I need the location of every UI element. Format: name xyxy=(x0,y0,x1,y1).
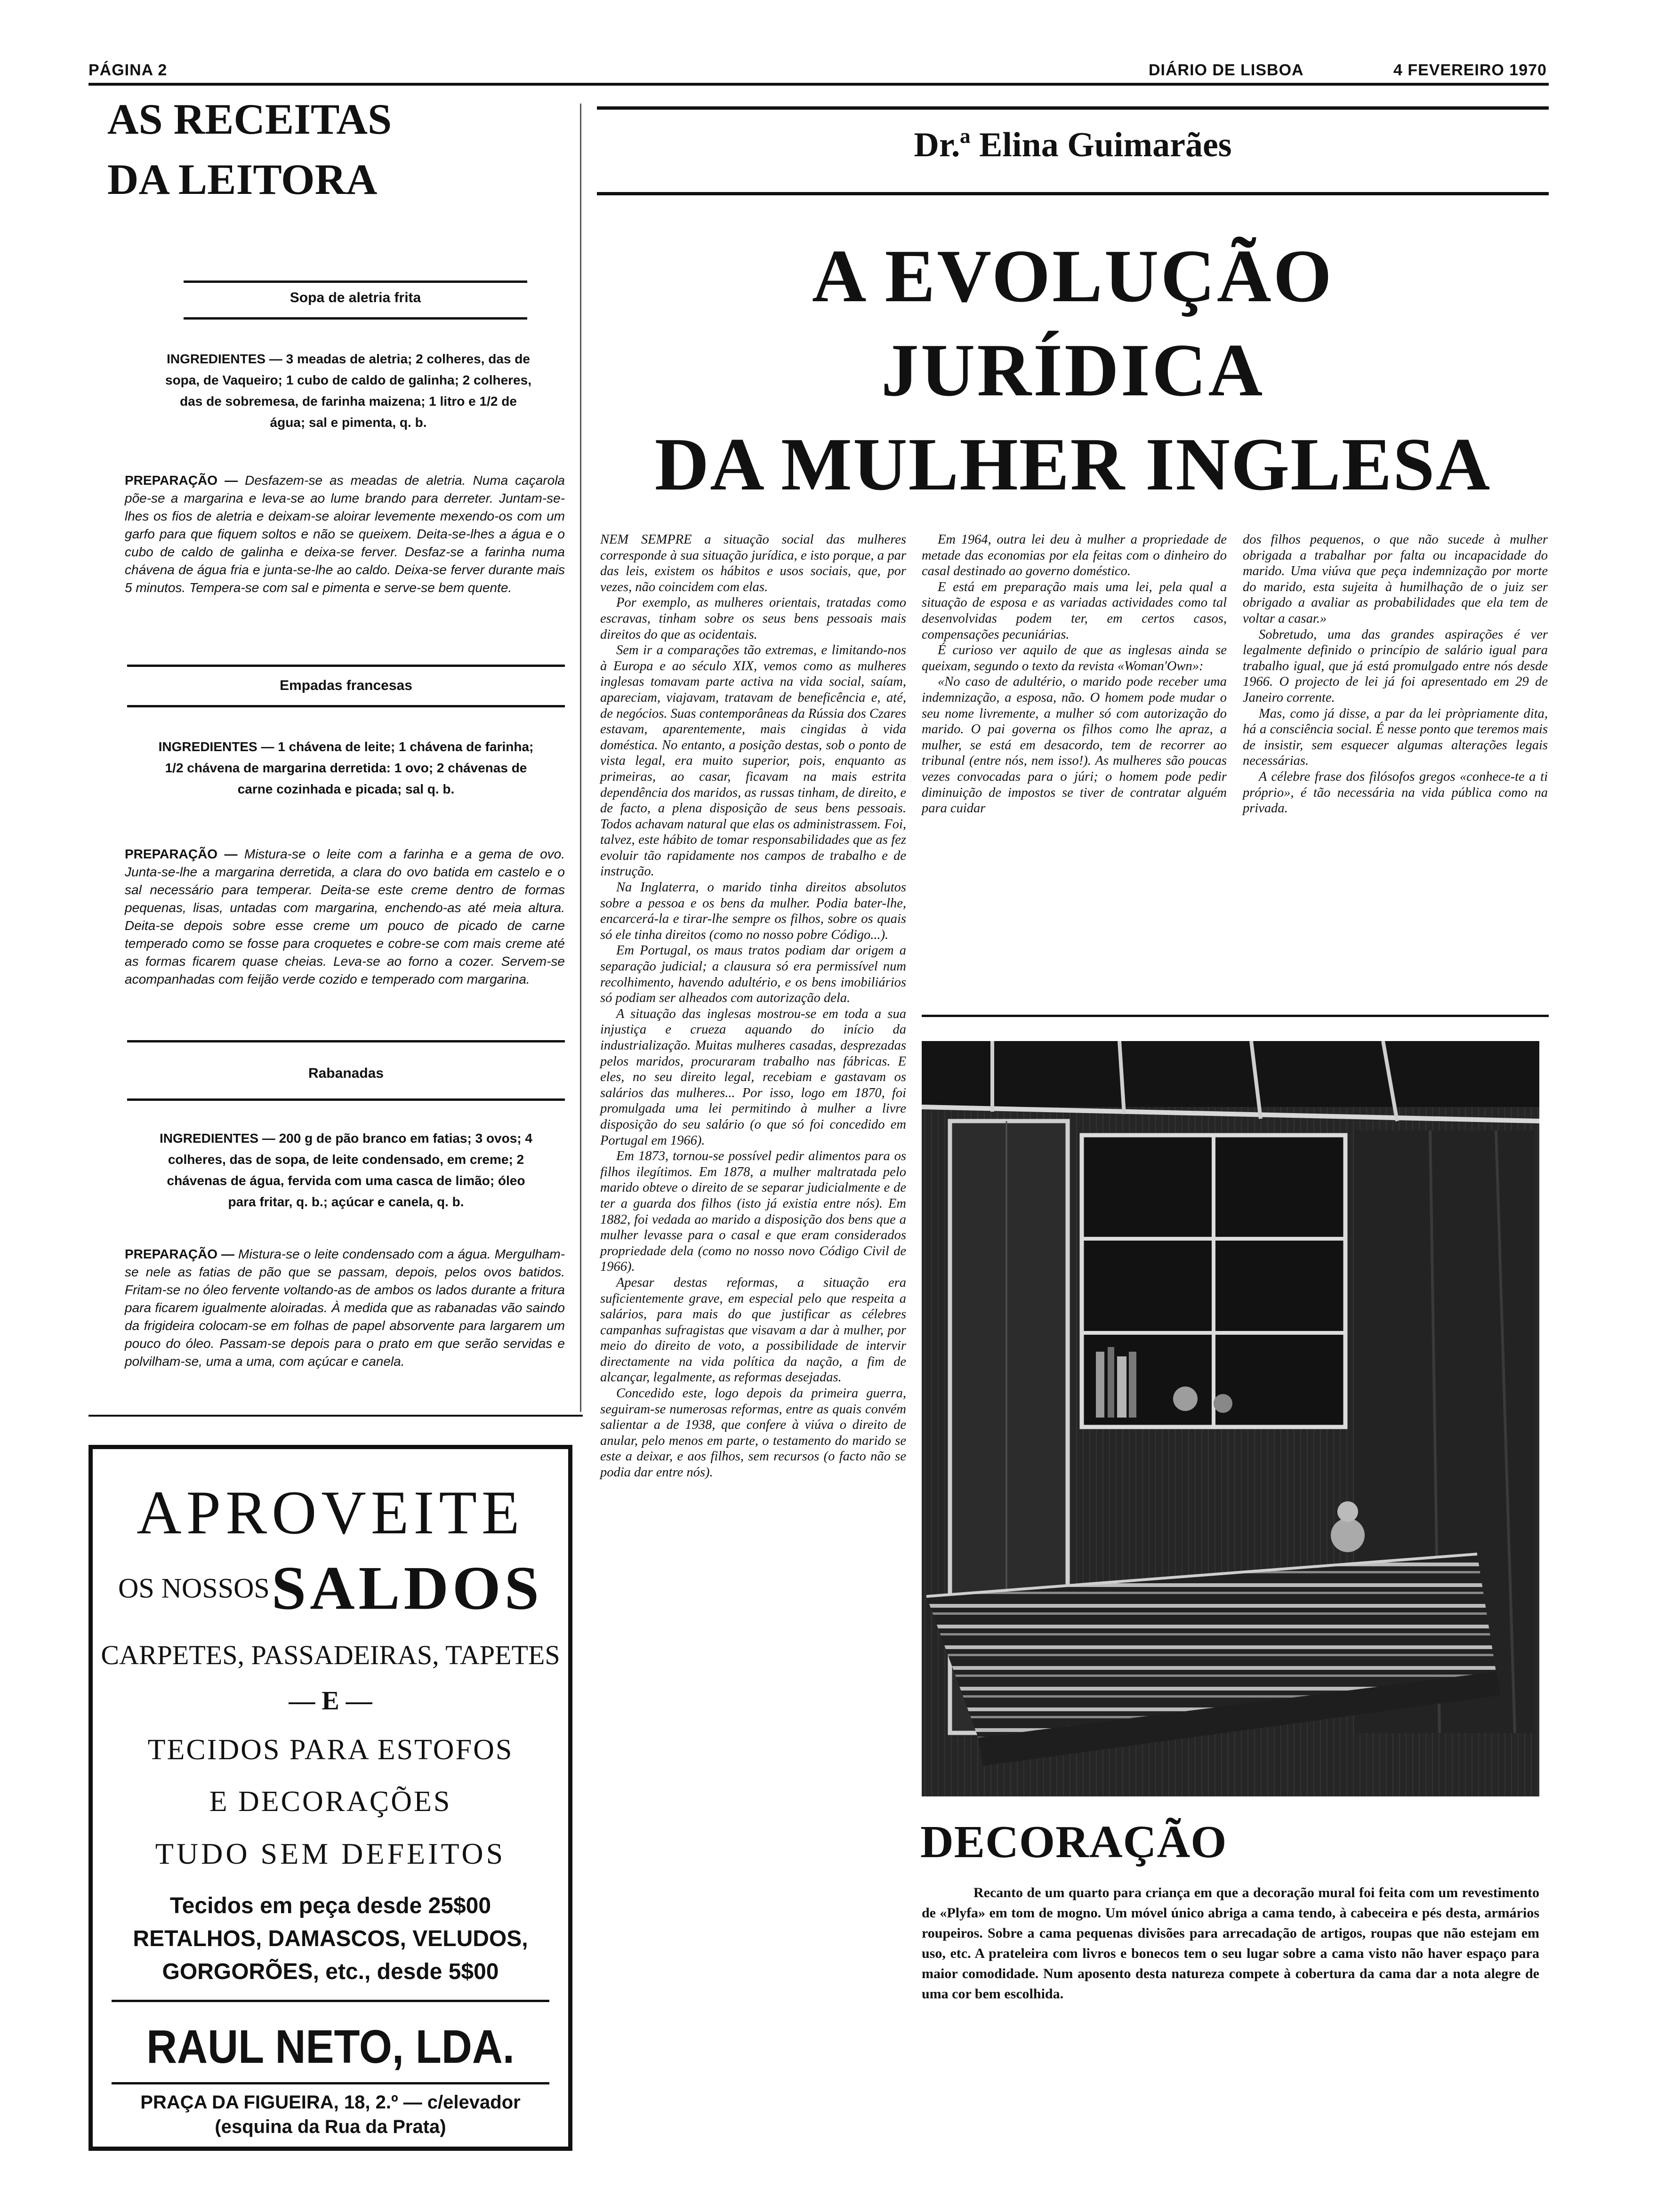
column-rule xyxy=(580,104,581,1412)
paragraph: Em Portugal, os maus tratos podiam dar origem a separação judicial; a clausura só era permissível num recolhimento, havendo adultério, e os bens imobiliários só podiam ser alheados com autorização dela. xyxy=(600,943,906,1006)
article-photo-rule xyxy=(922,1015,1549,1017)
ad-inner-rule xyxy=(112,2000,549,2002)
headline-line1: A EVOLUÇÃO xyxy=(812,234,1334,318)
recipe-divider xyxy=(127,1040,565,1042)
decoracao-heading: DECORAÇÃO xyxy=(920,1817,1227,1867)
prep-label: PREPARAÇÃO — xyxy=(125,473,238,488)
recipe-title-rabanadas: Rabanadas xyxy=(308,1066,384,1081)
paragraph: A situação das inglesas mostrou-se em toda a sua injustiça e crueza aquando do início da industrialização. Muitas mulheres casadas, desprezadas pelos maridos, procuraram trabalho nas fábricas. E eles, no seu direito legal, recebiam e gastavam os salários das mulheres... Por isso, logo em 1870, foi promulgada uma lei permitindo à mulher a livre disposição do seu salário (o que só foi concedido em Portugal em 1966). xyxy=(600,1006,906,1148)
page-label: PÁGINA 2 xyxy=(88,61,168,79)
paragraph: Em 1964, outra lei deu à mulher a propriedade de metade das economias por ela feitas com o dinheiro do casal destinado ao governo doméstico. xyxy=(922,532,1227,579)
article-author: Dr.ª Elina Guimarães xyxy=(914,126,1232,164)
recipe-divider xyxy=(127,665,565,667)
paragraph: Sem ir a comparações tão extremas, e limitando-nos à Europa e ao século XIX, vemos como as mulheres inglesas tomavam parte activa na vida social, saíam, apareciam, viajavam, tratavam de beneficência e, até, de negócios. Suas contemporâneas da Rússia dos Czares estavam, aparentemente, mais cingidas à vida doméstica. No entanto, a posição destas, sob o ponto de vista legal, era muito superior, pois, enquanto as primeiras, ao casar, ficavam na mais estrita dependência dos maridos, as russas tinham, de direito, e de facto, a plena disposição de seus bens pessoais. Todos achavam natural que elas os administrassem. Foi, talvez, este hábito de tomar responsabilidades que as fez evoluir tão rapidamente nos campos de trabalho e de instrução. xyxy=(600,643,906,879)
ad-os-nossos: OS NOSSOS xyxy=(118,1572,270,1604)
ad-tecidos-preco: Tecidos em peça desde 25$00 xyxy=(169,1893,491,1918)
recipe-title-sopa: Sopa de aletria frita xyxy=(290,290,421,305)
paragraph: Na Inglaterra, o marido tinha direitos absolutos sobre a pessoa e os bens da mulher. Podia bater-lhe, encarcerá-la e tirar-lhe sempre os filhos, sobre os quais só ele tinha direitos (como no nosso pobre Código...). xyxy=(600,880,906,942)
recipe-divider xyxy=(184,317,527,320)
paragraph: «No caso de adultério, o marido pode receber uma indemnização, a esposa, não. O homem pode mudar o seu nome livremente, a mulher só com autorização do marido. O pai governa os filhos como lhe apraz, a mulher, se está em desacordo, tem de recorrer ao tribunal (entre nós, nem isso!). As mulheres são poucas vezes convocadas para o júri; o homem pode pedir diminuição de impostos se tiver de contratar alguém para cuidar xyxy=(922,674,1227,816)
article-column-3 xyxy=(1243,532,1548,817)
recipe-preparation xyxy=(125,845,565,988)
ad-company: RAUL NETO, LDA. xyxy=(146,2020,515,2073)
recipe-divider xyxy=(184,281,527,283)
recipe-preparation xyxy=(125,1245,565,1370)
decoracao-caption: Recanto de um quarto para criança em que a decoração mural foi feita com um revestimento de «Plyfa» em tom de mogno. Um móvel único abriga a cama tendo, à cabeceira e pés desta, armários roupeiros. Sobre a cama pequenas divisões para arrecadação de artigos, roupas que não estejam em uso, etc. A prateleira com livros e bonecos tem o seu lugar sobre a cama visto não haver espaço para maior comodidade. Num aposento desta natureza compete à cobertura da cama dar a nota alegre de uma cor bem escolhida. xyxy=(922,1885,1539,2002)
headline-line3: DA MULHER INGLESA xyxy=(654,422,1491,506)
ad-tecidos: TECIDOS PARA ESTOFOS xyxy=(147,1734,514,1766)
ad-aproveite: APROVEITE xyxy=(137,1478,524,1547)
ad-address-corner: (esquina da Rua da Prata) xyxy=(215,2116,446,2137)
recipe-preparation xyxy=(125,472,565,597)
recipes-title-line1: AS RECEITAS xyxy=(107,95,392,143)
paragraph: Por exemplo, as mulheres orientais, tratadas como escravas, tinham sobre os seus bens pessoais mais direitos do que as ocidentais. xyxy=(600,595,906,642)
masthead-rule xyxy=(88,83,1549,86)
recipe-divider xyxy=(127,705,565,707)
prep-label: PREPARAÇÃO — xyxy=(125,1247,235,1261)
ad-saldos: SALDOS xyxy=(271,1553,543,1623)
article-column-1 xyxy=(600,532,906,1481)
ad-e: — E — xyxy=(289,1686,372,1715)
paragraph: NEM SEMPRE a situação social das mulheres corresponde à sua situação jurídica, e isto porque, a par das leis, existem os hábitos e usos sociais, que, por vezes, não coincidem com elas. xyxy=(600,532,906,594)
article-top-rule xyxy=(597,106,1549,110)
ad-os-nossos-saldos xyxy=(93,1553,568,1623)
paragraph: É curioso ver aquilo de que as inglesas ainda se queixam, segundo o texto da revista «Woman'Own»: xyxy=(922,643,1227,673)
paragraph: Sobretudo, uma das grandes aspirações é ver legalmente definido o princípio de salário igual para trabalho igual, que já está promulgado entre nós desde 1966. O projecto de lei já foi apresentado em 29 de Janeiro corrente. xyxy=(1243,627,1548,705)
paragraph: dos filhos pequenos, o que não sucede à mulher obrigada a trabalhar por falta ou incapacidade do marido. Uma viúva que peça indemnização por morte do marido, esta sujeita à humilhação de o juiz ser obrigado a avaliar as probabilidades que ela tem de voltar a casar.» xyxy=(1243,532,1548,626)
ad-inner-rule xyxy=(112,2082,549,2084)
ad-address: PRAÇA DA FIGUEIRA, 18, 2.º — c/elevador xyxy=(140,2092,521,2113)
ad-retalhos: RETALHOS, DAMASCOS, VELUDOS, xyxy=(133,1926,528,1951)
recipe-ingredients: INGREDIENTES — 200 g de pão branco em fatias; 3 ovos; 4 colheres, das de sopa, de leite condensado, em creme; 2 chávenas de água, fervida com uma casca de limão; óleo para fritar, q. b.; açúcar e canela, q. b. xyxy=(160,1131,532,1209)
paragraph: E está em preparação mais uma lei, pela qual a situação de esposa e as variadas actividades como tal desenvolvidas podem ter, em certos casos, compensações pecuniárias. xyxy=(922,579,1227,642)
saldos-advert xyxy=(88,1445,572,2151)
headline-line2: JURÍDICA xyxy=(881,328,1265,412)
recipe-title-empadas: Empadas francesas xyxy=(280,678,412,693)
prep-text: Mistura-se o leite condensado com a água. Mergulham-se nele as fatias de pão que se passam, depois, pelos ovos batidos. Fritam-se no óleo fervente voltando-as de ambos os lados durante a fritura para ficarem igualmente aloiradas. À medida que as rabanadas vão saindo da frigideira colocam-se em folhas de papel absorvente para largarem um pouco do óleo. Passam-se depois para o prato em que serão servidas e polvilham-se, uma a uma, com açúcar e canela. xyxy=(125,1247,565,1369)
paragraph: Em 1873, tornou-se possível pedir alimentos para os filhos ilegítimos. Em 1878, a mulher maltratada pelo marido obteve o direito de se separar judicialmente e de ter a guarda dos filhos (isto já existia entre nós). Em 1882, foi vedada ao marido a disposição dos bens que a mulher levasse para o casal e que eram considerados propriedade dela (como no nosso novo Código Civil de 1966). xyxy=(600,1149,906,1274)
recipe-divider xyxy=(127,1098,565,1101)
ad-separator xyxy=(88,1415,583,1417)
paragraph: A célebre frase dos filósofos gregos «conhece-te a ti próprio», é tão necessária na vida pública como na privada. xyxy=(1243,769,1548,816)
issue-date: 4 FEVEREIRO 1970 xyxy=(1393,61,1547,79)
ad-carpetes: CARPETES, PASSADEIRAS, TAPETES xyxy=(101,1640,560,1670)
bedroom-photo-drawing xyxy=(922,1041,1539,1796)
article-author-rule xyxy=(597,192,1549,195)
newspaper-name: DIÁRIO DE LISBOA xyxy=(1149,61,1304,79)
prep-label: PREPARAÇÃO — xyxy=(125,847,238,861)
paragraph: Concedido este, logo depois da primeira guerra, seguiram-se numerosas reformas, entre as quais convém salientar a de 1938, que confere à viúva o direito de anular, pelo menos em parte, o testamento do marido se este a deixar, e aos filhos, sem recursos (o facto não se podia dar entre nós). xyxy=(600,1386,906,1480)
prep-text: Mistura-se o leite com a farinha e a gema de ovo. Junta-se-lhe a margarina derretida, a clara do ovo batida em castelo e o sal necessário para temperar. Deita-se este creme dentro de formas pequenas, lisas, untadas com margarina, enchendo-as até meia altura. Deita-se depois sobre esse creme um pouco de picado de carne temperado como se fosse para croquetes e cobre-se com mais creme até as formas ficarem quase cheias. Leva-se ao forno a cozer. Servem-se acompanhadas com feijão verde cozido e temperado com margarina. xyxy=(125,847,565,986)
prep-text: Desfazem-se as meadas de aletria. Numa caçarola põe-se a margarina e leva-se ao lume brando para derreter. Juntam-se-lhes os fios de aletria e deixam-se aloirar levemente mexendo-os com um garfo para que fiquem soltos e não se queixem. Deita-se-lhes a água e o cubo de caldo de galinha e deixa-se ferver. Desfaz-se a farinha numa chávena de água fria e junta-se-lhe ao caldo. Deixa-se ferver durante mais 5 minutos. Tempera-se com sal e pimenta e serve-se bem quente. xyxy=(125,473,565,595)
article-column-2 xyxy=(922,532,1227,817)
ad-sem-defeitos: TUDO SEM DEFEITOS xyxy=(155,1837,506,1870)
bedroom-photo xyxy=(922,1041,1539,1796)
paragraph: Mas, como já disse, a par da lei pròpriamente dita, há a consciência social. É nesse ponto que teremos mais de insistir, sem esquecer algumas alterações legais necessárias. xyxy=(1243,706,1548,769)
recipe-ingredients: INGREDIENTES — 1 chávena de leite; 1 chávena de farinha; 1/2 chávena de margarina derretida: 1 ovo; 2 chávenas de carne cozinhada e picada; sal q. b. xyxy=(158,739,534,796)
paragraph: Apesar destas reformas, a situação era suficientemente grave, em especial pelo que respeita a salários, para mais do que justificar as célebres campanhas sufragistas que visavam a dar à mulher, por meio do direito de voto, a possibilidade de intervir directamente na vida política da nação, a fim de alcançar, legalmente, as reformas desejadas. xyxy=(600,1275,906,1385)
ad-gorgoroes: GORGORÕES, etc., desde 5$00 xyxy=(162,1959,499,1984)
recipe-ingredients: INGREDIENTES — 3 meadas de aletria; 2 colheres, das de sopa, de Vaqueiro; 1 cubo de caldo de galinha; 2 colheres, das de sobremesa, de farinha maizena; 1 litro e 1/2 de água; sal e pimenta, q. b. xyxy=(165,352,531,430)
recipes-title-line2: DA LEITORA xyxy=(107,155,378,203)
ad-decoracoes: E DECORAÇÕES xyxy=(209,1786,452,1818)
